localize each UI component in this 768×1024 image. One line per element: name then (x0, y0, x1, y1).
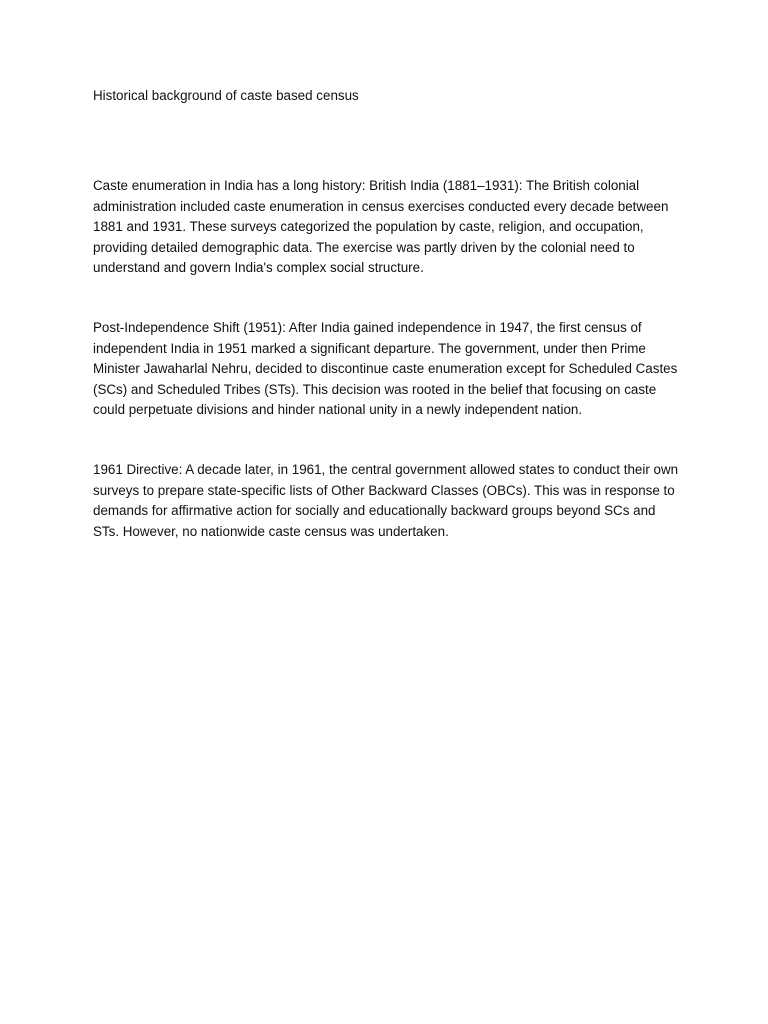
spacer (93, 278, 683, 318)
spacer (93, 420, 683, 460)
paragraph-british-india: Caste enumeration in India has a long history: British India (1881–1931): The British colonial administration included caste enumeration in census exercises conducted every decade between 1881 and 1931. These surveys categorized the population by caste, religion, and occupation, providing detailed demographic data. The exercise was partly driven by the colonial need to understand and govern India's complex social structure. (93, 178, 669, 276)
document-body (93, 86, 683, 542)
document-title: Historical background of caste based census (93, 88, 359, 103)
spacer (93, 106, 683, 176)
paragraph-post-independence: Post-Independence Shift (1951): After India gained independence in 1947, the first census of independent India in 1951 marked a significant departure. The government, under then Prime Minister Jawaharlal Nehru, decided to discontinue caste enumeration except for Scheduled Castes (SCs) and Scheduled Tribes (STs). This decision was rooted in the belief that focusing on caste could perpetuate divisions and hinder national unity in a newly independent nation. (93, 320, 678, 418)
paragraph-1961-directive: 1961 Directive: A decade later, in 1961, the central government allowed states to conduct their own surveys to prepare state-specific lists of Other Backward Classes (OBCs). This was in response to demands for affirmative action for socially and educationally backward groups beyond SCs and STs. However, no nationwide caste census was undertaken. (93, 462, 679, 539)
